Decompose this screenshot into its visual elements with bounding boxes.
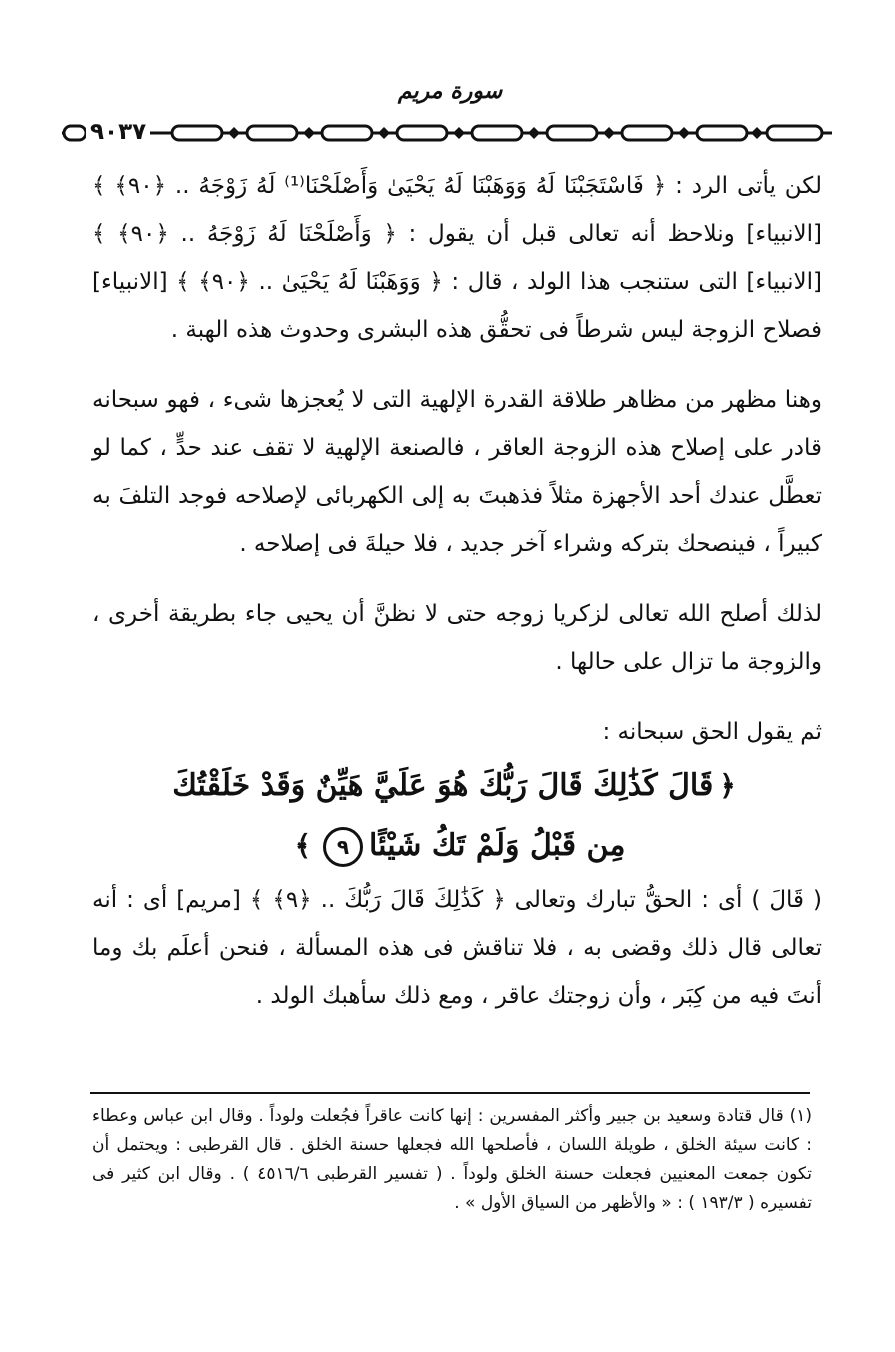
- verse-text-1: قَالَ كَذَٰلِكَ قَالَ رَبُّكَ هُوَ عَلَيَّ هَيِّنٌ وَقَدْ خَلَقْتُكَ: [172, 768, 714, 803]
- page-number: ٩٠٣٧: [86, 119, 150, 145]
- verse-text-2: مِن قَبْلُ وَلَمْ تَكُ شَيْئًا: [369, 828, 626, 863]
- footnote-separator: [90, 1092, 810, 1094]
- paragraph-4: ثم يقول الحق سبحانه :: [602, 719, 822, 745]
- header-ornament-rule: [62, 118, 832, 148]
- quran-verse-line-1: [92, 756, 822, 816]
- main-text: [92, 162, 822, 1020]
- paragraph-3: لذلك أصلح الله تعالى لزكريا زوجه حتى لا نظنَّ أن يحيى جاء بطريقة أخرى ، والزوجة ما تزال على حالها .: [92, 601, 822, 675]
- paragraph-2: وهنا مظهر من مظاهر طلاقة القدرة الإلهية التى لا يُعجزها شىء ، فهو سبحانه قادر على إصلاح هذه الزوجة العاقر ، فالصنعة الإلهية لا تقف عند حدٍّ ، كما لو تعطَّل عندك أحد الأجهزة مثلاً فذهبتَ به إلى الكهربائى لإصلاحه فوجد التلفَ به كبيراً ، فينصحك بتركه وشراء آخر جديد ، فلا حيلةَ فى إصلاحه .: [92, 387, 822, 557]
- footnote-1: (١) قال قتادة وسعيد بن جبير وأكثر المفسرين : إنها كانت عاقراً فجُعلت ولوداً . وقال ابن عباس وعطاء : كانت سيئة الخلق ، طويلة اللسان ، فأصلحها الله فجعلها حسنة الخلق . قال القرطبى : ويحتمل أن تكون جمعت المعنيين فجعلت حسنة الخلق ولوداً . ( تفسير القرطبى ٤٥١٦/٦ ) . وقال ابن كثير فى تفسيره ( ١٩٣/٣ ) : « والأظهر من السياق الأول » .: [92, 1106, 812, 1213]
- verse-close-ornament: ﴾: [294, 829, 311, 862]
- paragraph-1: لكن يأتى الرد : ﴿ فَاسْتَجَبْنَا لَهُ وَوَهَبْنَا لَهُ يَحْيَىٰ وَأَصْلَحْنَا⁽¹⁾ لَهُ زَوْجَهُ .. ﴿٩٠﴾ ﴾ [الانبياء] ونلاحظ أنه تعالى قبل أن يقول : ﴿ وَأَصْلَحْنَا لَهُ زَوْجَهُ .. ﴿٩٠﴾ ﴾ [الانبياء] التى ستنجب هذا الولد ، قال : ﴿ وَوَهَبْنَا لَهُ يَحْيَىٰ .. ﴿٩٠﴾ ﴾ [الانبياء] فصلاح الزوجة ليس شرطاً فى تحقُّق هذه البشرى وحدوث هذه الهبة .: [92, 173, 823, 343]
- surah-title: سورة مريم: [397, 78, 503, 104]
- verse-open-ornament: ﴿: [719, 769, 736, 802]
- paragraph-5: ( قَالَ ) أى : الحقُّ تبارك وتعالى ﴿ كَذَٰلِكَ قَالَ رَبُّكَ .. ﴿٩﴾ ﴾ [مريم] أى : أنه تعالى قال ذلك وقضى به ، فلا تناقش فى هذه المسألة ، فنحن أعلَم بك وما أنتَ فيه من كِبَر ، وأن زوجتك عاقر ، ومع ذلك سأهبك الولد .: [92, 887, 822, 1009]
- ayah-number-marker: ٩: [323, 827, 363, 867]
- quran-verse-line-2: [92, 816, 822, 876]
